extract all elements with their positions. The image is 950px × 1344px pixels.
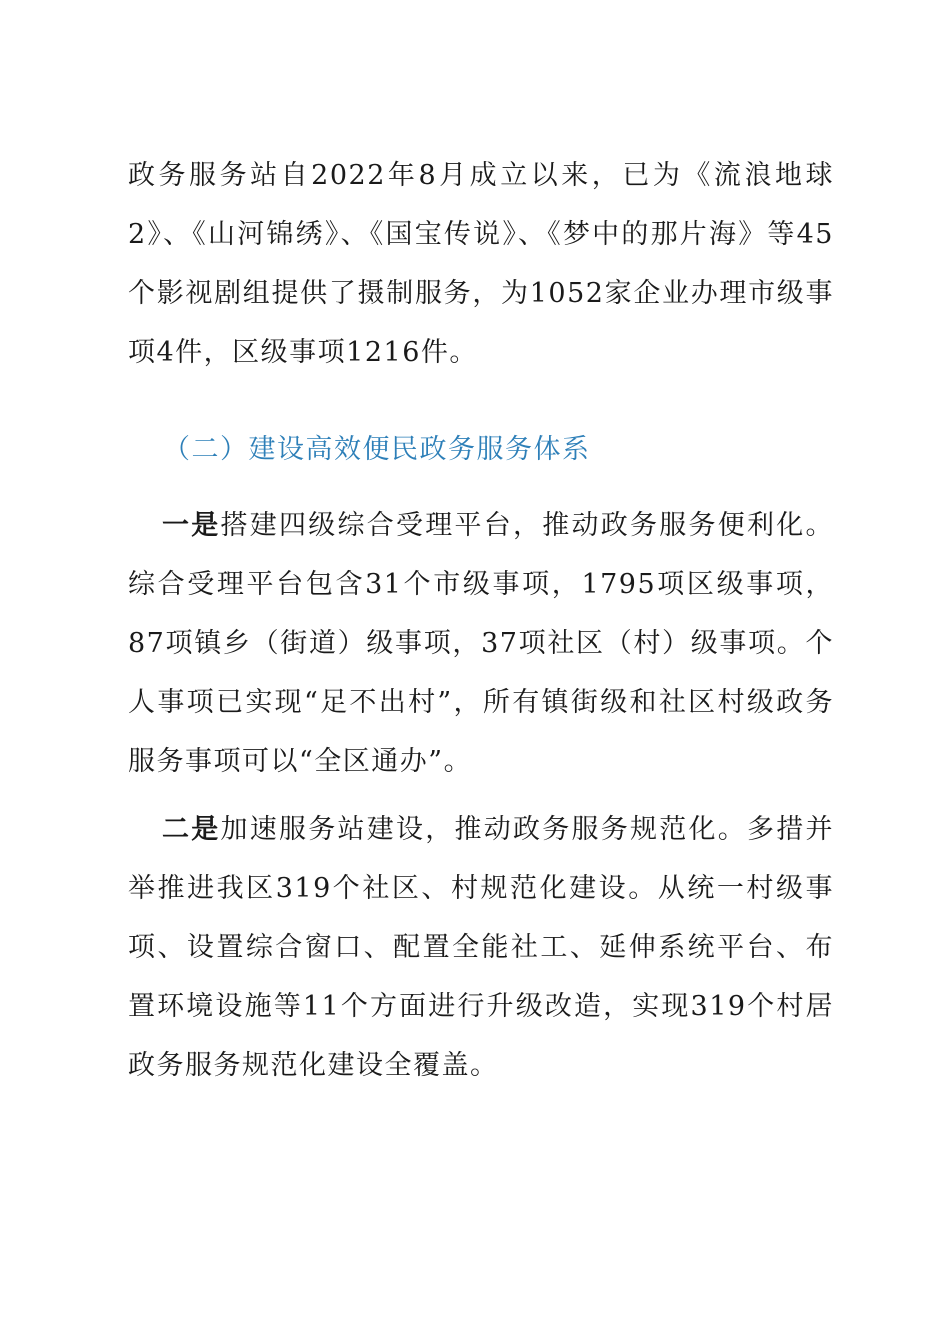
paragraph-lead-label: 二是 (162, 814, 221, 845)
paragraph-body-text: 搭建四级综合受理平台，推动政务服务便利化。综合受理平台包含31个市级事项，1795项区级事项，87项镇乡（街道）级事项，37项社区（村）级事项。个人事项已实现“足不出村”，所有镇街级和社区村级政务服务事项可以“全区通办”。 (128, 510, 834, 777)
paragraph-service-station-achievements: 政务服务站自2022年8月成立以来，已为《流浪地球2》、《山河锦绣》、《国宝传说》、《梦中的那片海》等45个影视剧组提供了摄制服务，为1052家企业办理市级事项4件，区级事项1216件。 (128, 160, 834, 368)
section-heading: （二）建设高效便民政务服务体系 (163, 434, 591, 465)
paragraph-second-point (128, 800, 834, 1095)
paragraph-body-text: 加速服务站建设，推动政务服务规范化。多措并举推进我区319个社区、村规范化建设。从统一村级事项、设置综合窗口、配置全能社工、延伸系统平台、布置环境设施等11个方面进行升级改造，实现319个村居政务服务规范化建设全覆盖。 (128, 814, 834, 1081)
paragraph-first-point (128, 496, 834, 791)
paragraph-lead-label: 一是 (162, 510, 221, 541)
